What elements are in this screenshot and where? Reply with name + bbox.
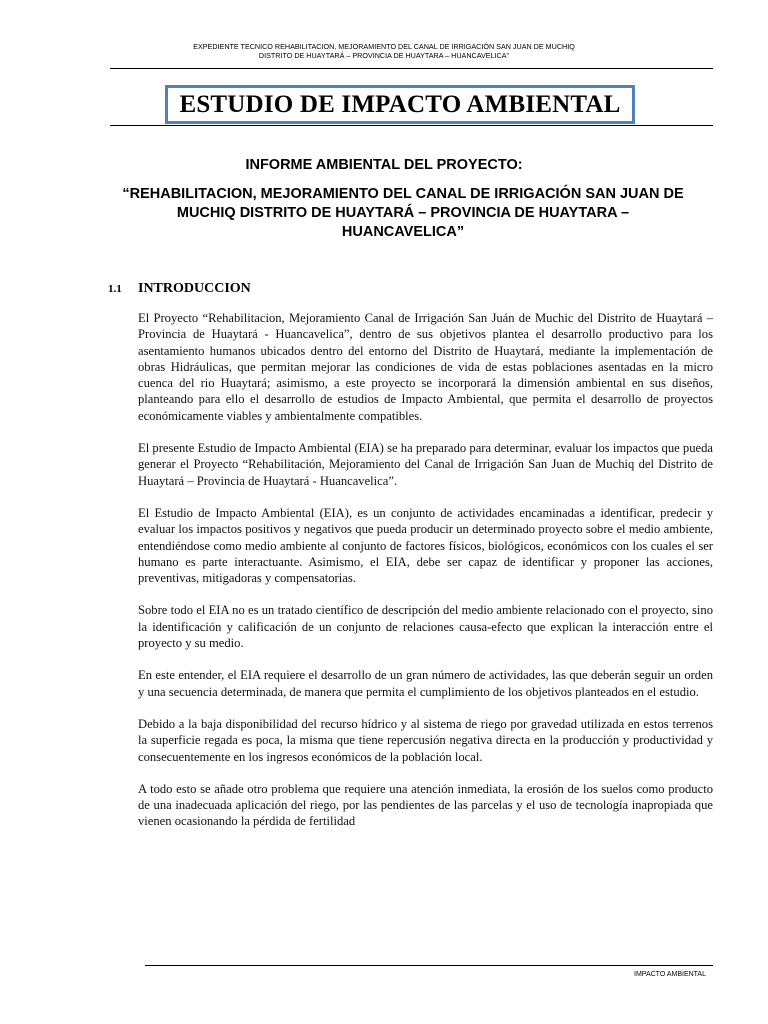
section-heading-text: INTRODUCCION — [138, 281, 251, 296]
document-title: ESTUDIO DE IMPACTO AMBIENTAL — [179, 90, 621, 118]
section-body — [138, 310, 713, 846]
footer-divider — [145, 965, 713, 966]
paragraph: Debido a la baja disponibilidad del recurso hídrico y al sistema de riego por gravedad utilizada en estos terrenos la superficie regada es poca, la misma que tiene repercusión negativa directa en la producción y productividad y consecuentemente en los ingresos económicos de la población local. — [138, 716, 713, 764]
section-heading — [108, 281, 251, 297]
project-title: “REHABILITACION, MEJORAMIENTO DEL CANAL DE IRRIGACIÓN SAN JUAN DE MUCHIQ DISTRITO DE HUAYTARÁ – PROVINCIA DE HUAYTARA – HUANCAVELICA” — [122, 186, 684, 240]
running-header-line-2: DISTRITO DE HUAYTARÁ – PROVINCIA DE HUAYTARA – HUANCAVELICA" — [258, 51, 510, 60]
paragraph: El Estudio de Impacto Ambiental (EIA), es un conjunto de actividades encaminadas a identificar, predecir y evaluar los impactos positivos y negativos que pueda producir un determinado proyecto sobre el medio ambiente, entendiéndose como medio ambiente al conjunto de factores físicos, biológicos, económicos con los cuales el ser humano es parte interactuante. Asimismo, el EIA, debe ser capaz de identificar y proponer las acciones, preventivas, mitigadoras y compensatorias. — [138, 505, 713, 586]
paragraph: El Proyecto “Rehabilitacion, Mejoramiento Canal de Irrigación San Juán de Muchic del Distrito de Huaytará – Provincia de Huaytará - Huancavelica”, dentro de sus objetivos plantea el desarrollo productivo para los asentamiento humanos ubicados dentro del entorno del Distrito de Huaytará, mediante la implementación de obras Hidráulicas, que permitan mejorar las condiciones de vida de estas poblaciones asentadas en la micro cuenca del rio Huaytará; asimismo, a este proyecto se incorporará la dimensión ambiental en sus diseños, planteando para ello el desarrollo de estudios de Impacto Ambiental, que permita el desarrollo de proyectos económicamente viables y ambientalmente compatibles. — [138, 311, 713, 423]
running-header — [0, 42, 768, 60]
report-label: INFORME AMBIENTAL DEL PROYECTO: — [245, 157, 523, 173]
document-title-box — [165, 85, 635, 124]
title-divider — [110, 125, 713, 126]
running-header-line-1: EXPEDIENTE TECNICO REHABILITACION, MEJORAMIENTO DEL CANAL DE IRRIGACIÓN SAN JUAN DE MUCHIQ — [193, 42, 575, 51]
paragraph: Sobre todo el EIA no es un tratado científico de descripción del medio ambiente relacionado con el proyecto, sino la identificación y calificación de un conjunto de relaciones causa-efecto que explican la interacción entre el proyecto y su medio. — [138, 603, 713, 651]
paragraph: El presente Estudio de Impacto Ambiental (EIA) se ha preparado para determinar, evaluar los impactos que pueda generar el Proyecto “Rehabilitación, Mejoramiento del Canal de Irrigación San Juan de Muchiq del Distrito de Huaytará – Provincia de Huaytará - Huancavelica”. — [138, 441, 713, 488]
footer-label: IMPACTO AMBIENTAL — [634, 971, 706, 978]
paragraph: A todo esto se añade otro problema que requiere una atención inmediata, la erosión de los suelos como producto de una inadecuada aplicación del riego, por las pendientes de las parcelas y el uso de tecnología inapropiada que vienen ocasionando la pérdida de fertilidad — [138, 781, 713, 829]
paragraph: En este entender, el EIA requiere el desarrollo de un gran número de actividades, las que deberán seguir un orden y una secuencia determinada, de manera que permita el cumplimiento de los objetivos planteados en el estudio. — [138, 668, 713, 699]
header-divider — [110, 68, 713, 69]
section-number: 1.1 — [108, 283, 122, 295]
